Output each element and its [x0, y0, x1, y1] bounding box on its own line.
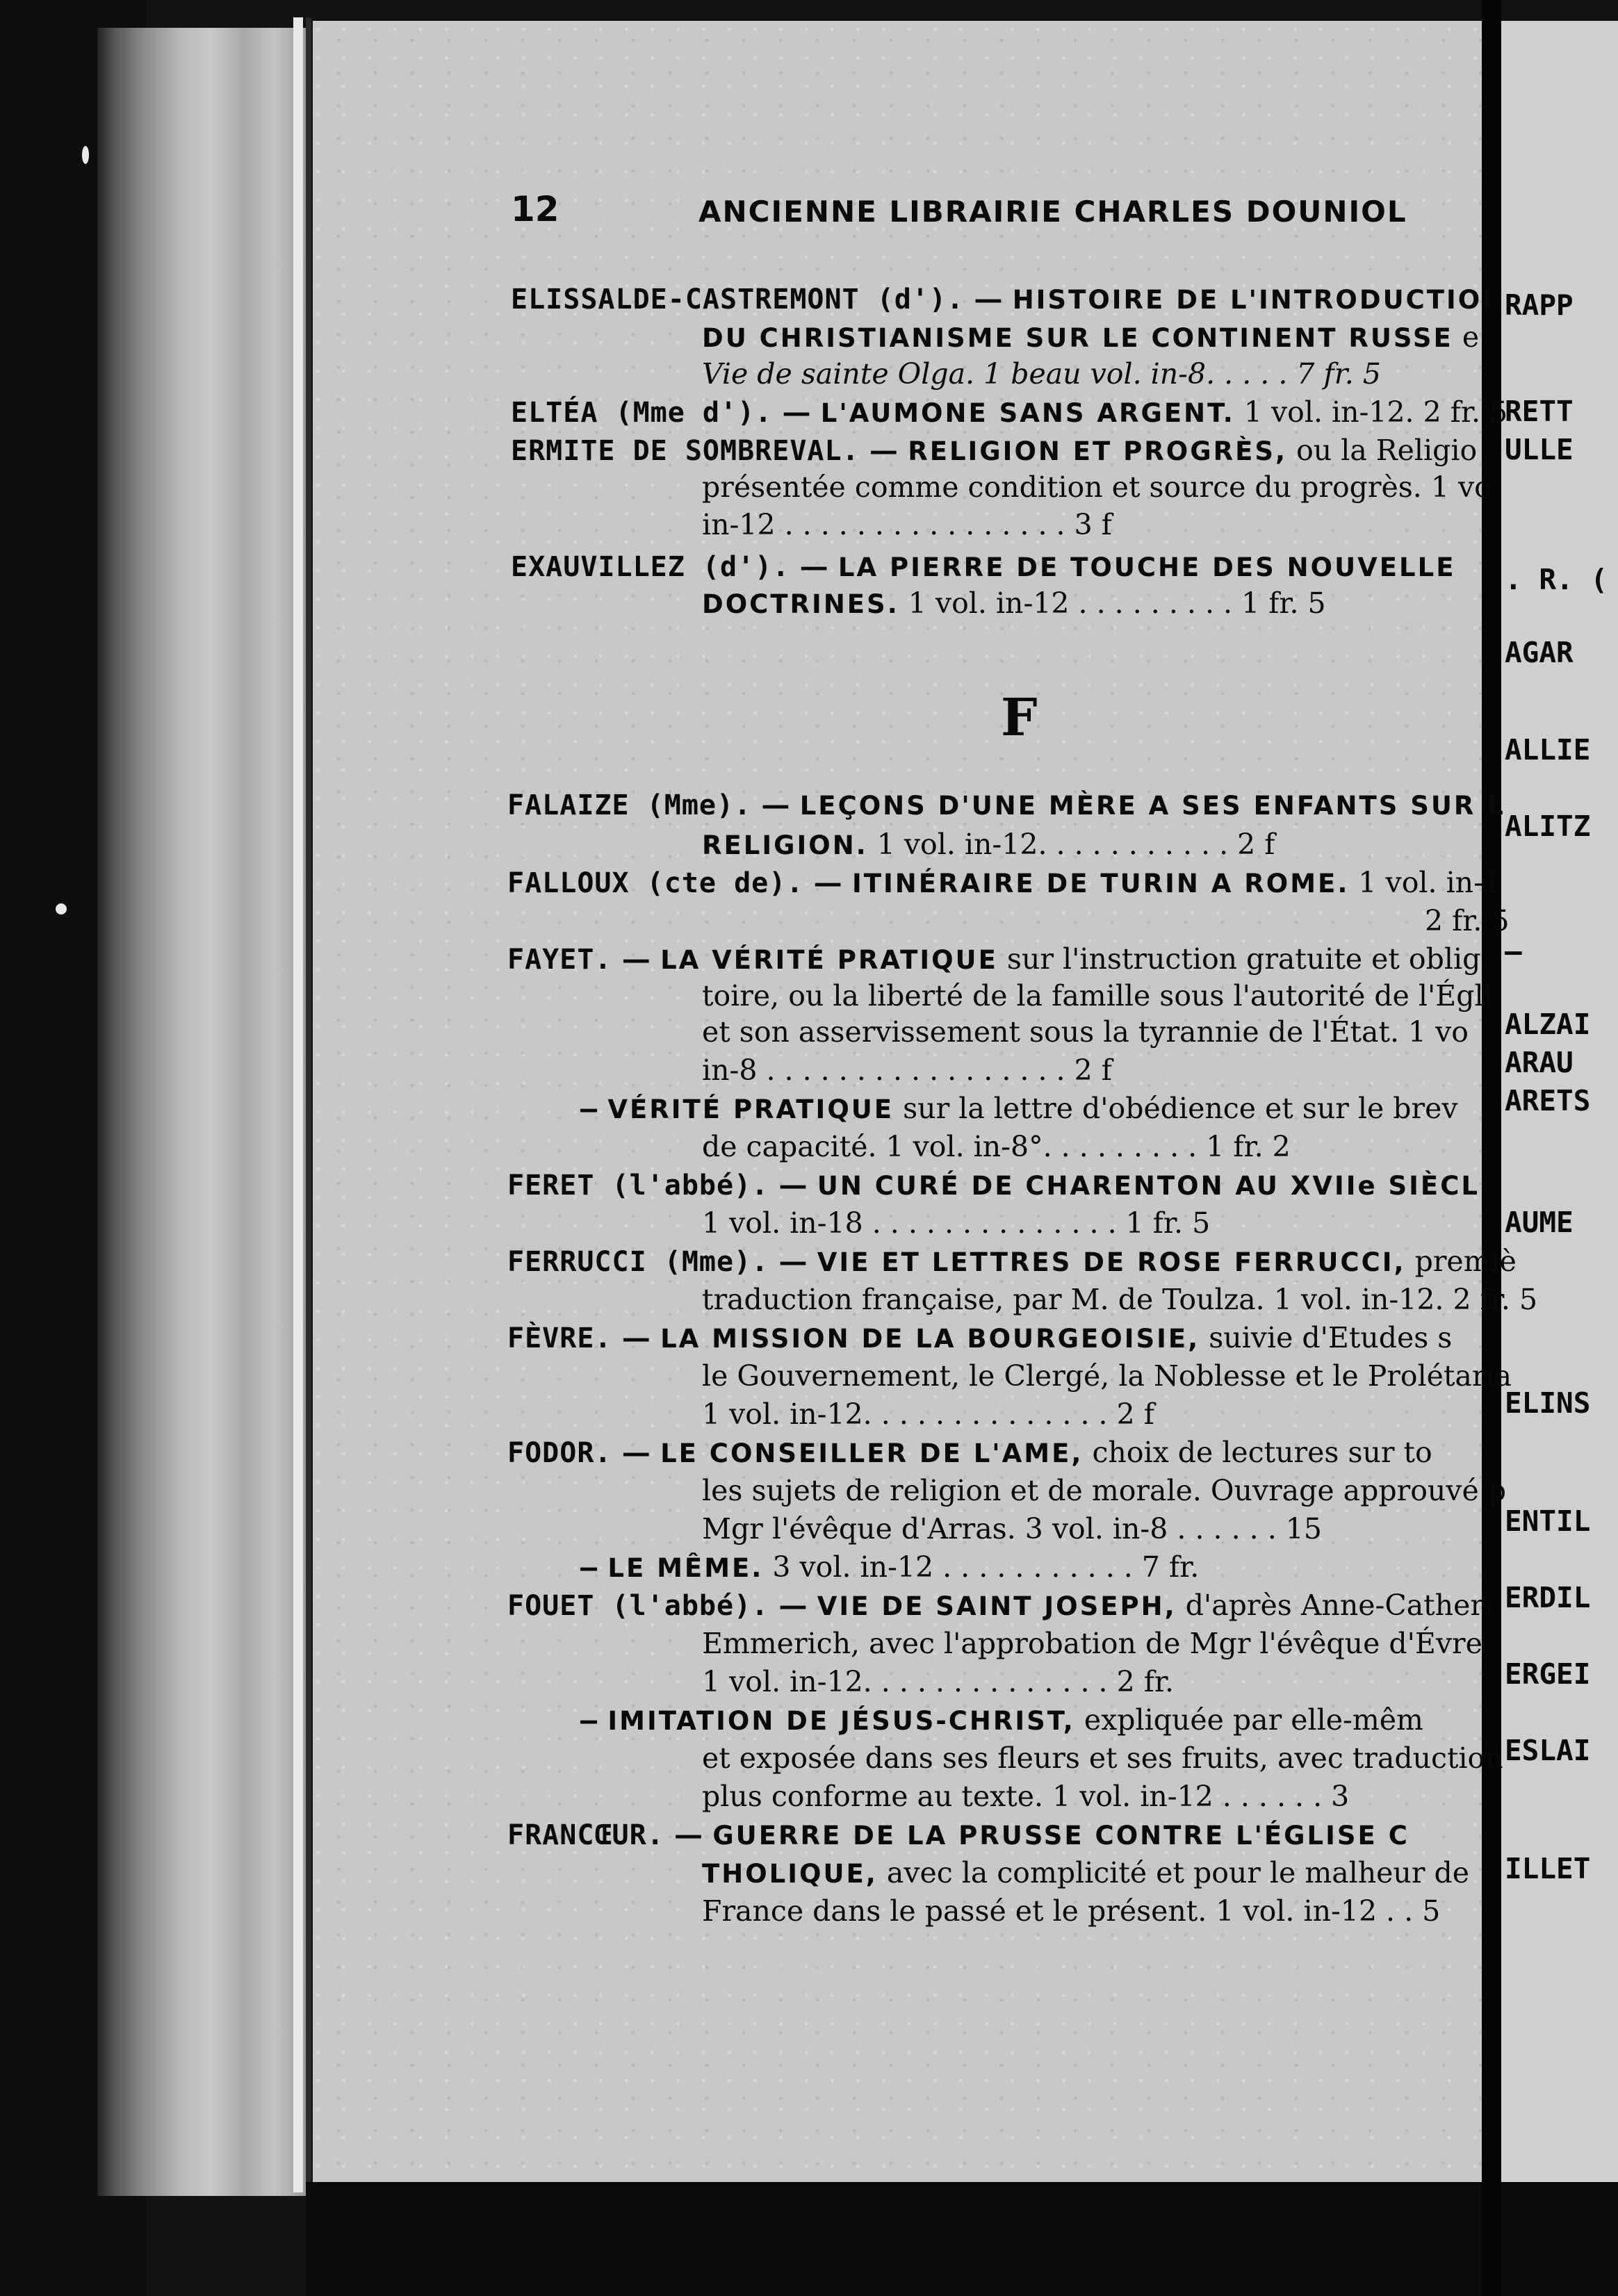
- catalogue-line: [702, 1894, 1440, 1928]
- page-fold: [1482, 0, 1501, 2296]
- catalogue-line: [702, 1359, 1512, 1393]
- line-sep: —: [612, 942, 661, 976]
- catalogue-line: [702, 356, 1381, 391]
- line-rest: ou la Religio: [1287, 434, 1478, 467]
- line-author: FALLOUX (cte de).: [507, 867, 804, 899]
- catalogue-line: [511, 281, 1494, 318]
- line-title: L'AUMONE SANS ARGENT.: [820, 398, 1235, 428]
- line-title: ITINÉRAIRE DE TURIN A ROME.: [851, 869, 1350, 899]
- margin-fragment: ARAU: [1505, 1046, 1574, 1079]
- line-sep: —: [769, 1589, 817, 1622]
- catalogue-line: [702, 1206, 1210, 1240]
- margin-fragment: . R. (: [1505, 563, 1608, 596]
- line-author: FÈVRE.: [507, 1322, 612, 1354]
- line-title: RELIGION.: [702, 830, 868, 860]
- paper-speck: [56, 903, 67, 915]
- catalogue-line: [702, 1015, 1469, 1049]
- line-rest: présentée comme condition et source du progrès. 1 vo: [702, 470, 1492, 504]
- line-title: HISTOIRE DE L'INTRODUCTIOI: [1012, 285, 1494, 315]
- margin-fragment: AGAR: [1505, 636, 1574, 669]
- line-title: VIE ET LETTRES DE ROSE FERRUCCI,: [817, 1247, 1406, 1277]
- margin-fragment: RETT: [1505, 395, 1574, 428]
- line-rest: 1 vol. in-12. 2 fr. 5: [1234, 395, 1508, 429]
- line-rest: Mgr l'évêque d'Arras. 3 vol. in-8 . . . . . . 15: [702, 1512, 1322, 1545]
- line-rest: 1 vol. in-12. . . . . . . . . . . 2 f: [867, 828, 1275, 861]
- line-sep: —: [790, 550, 838, 583]
- line-title: VÉRITÉ PRATIQUE: [607, 1094, 894, 1124]
- catalogue-line: [702, 1511, 1322, 1546]
- line-rest: France dans le passé et le présent. 1 vol. in-12 . . 5: [702, 1894, 1441, 1928]
- line-author: FERRUCCI (Mme).: [507, 1246, 769, 1278]
- line-rest: de capacité. 1 vol. in-8°. . . . . . . . . 1 fr. 2: [702, 1130, 1291, 1163]
- line-rest: 1 vol. in-12. . . . . . . . . . . . . . 2 fr.: [702, 1665, 1175, 1698]
- line-rest: 3 vol. in-12 . . . . . . . . . . . 7 fr.: [763, 1550, 1200, 1584]
- line-author: FALAIZE (Mme).: [507, 789, 752, 821]
- catalogue-line: [702, 827, 1275, 863]
- margin-fragment: ERDIL: [1505, 1581, 1591, 1614]
- margin-fragment: ALLIE: [1505, 733, 1591, 766]
- margin-fragment: RAPP: [1505, 288, 1574, 322]
- margin-fragment: AUME: [1505, 1206, 1574, 1239]
- margin-fragment: ARETS: [1505, 1084, 1591, 1117]
- line-author: ERMITE DE SOMBREVAL.: [511, 435, 860, 467]
- line-rest: premiè: [1405, 1245, 1517, 1278]
- line-title: RELIGION ET PROGRÈS,: [908, 436, 1288, 466]
- line-title: VIE DE SAINT JOSEPH,: [817, 1591, 1177, 1621]
- line-author: EXAUVILLEZ (d').: [511, 551, 790, 583]
- catalogue-line: [511, 549, 1455, 585]
- line-rest: plus conforme au texte. 1 vol. in-12 . . . . . . 3: [702, 1780, 1350, 1813]
- line-rest: le Gouvernement, le Clergé, la Noblesse et le Prolétaria: [702, 1359, 1512, 1393]
- line-author: FOUET (l'abbé).: [507, 1590, 769, 1622]
- line-author: ELISSALDE-CASTREMONT (d').: [511, 284, 965, 315]
- catalogue-line: [702, 1473, 1506, 1508]
- catalogue-line: [702, 1779, 1349, 1814]
- catalogue-line: [702, 507, 1112, 542]
- line-title: DOCTRINES.: [702, 589, 899, 619]
- line-sep: [598, 1092, 607, 1125]
- section-letter: F: [1001, 688, 1038, 748]
- margin-fragment: ELINS: [1505, 1386, 1591, 1420]
- margin-fragment: ERGEI: [1505, 1657, 1591, 1691]
- catalogue-line: [702, 1855, 1469, 1892]
- margin-fragment: ENTIL: [1505, 1504, 1591, 1538]
- catalogue-line: [507, 1167, 1480, 1204]
- line-author: ELTÉA (Mme d').: [511, 397, 773, 429]
- line-title: LA MISSION DE LA BOURGEOISIE,: [660, 1324, 1200, 1354]
- line-rest: in-8 . . . . . . . . . . . . . . . . . 2 f: [702, 1053, 1112, 1087]
- line-rest: expliquée par elle-mêm: [1074, 1703, 1423, 1737]
- line-author: FRANCŒUR.: [507, 1819, 664, 1851]
- line-sep: —: [859, 434, 908, 467]
- line-author: —: [580, 1705, 598, 1737]
- line-rest: in-12 . . . . . . . . . . . . . . . . 3 f: [702, 508, 1112, 541]
- catalogue-line: [702, 1741, 1503, 1776]
- catalogue-line: [507, 1320, 1452, 1356]
- line-rest: suivie d'Etudes s: [1200, 1321, 1453, 1354]
- line-rest: 2 fr. 5: [1425, 904, 1510, 937]
- line-rest: 1 vol. in-1: [1349, 866, 1502, 899]
- catalogue-line: [702, 1626, 1482, 1661]
- line-rest: sur la lettre d'obédience et sur le brev: [894, 1092, 1458, 1125]
- catalogue-line: [507, 942, 1480, 978]
- line-title: THOLIQUE,: [702, 1859, 878, 1889]
- line-title: LA VÉRITÉ PRATIQUE: [660, 945, 998, 975]
- catalogue-line: [507, 787, 1505, 823]
- line-author: —: [580, 1552, 598, 1584]
- margin-fragment: ILLET: [1505, 1852, 1591, 1885]
- catalogue-line: [702, 1053, 1112, 1088]
- margin-fragment: ALZAI: [1505, 1008, 1591, 1041]
- catalogue-line: [702, 1282, 1537, 1317]
- catalogue-line: [507, 1435, 1432, 1471]
- line-rest: les sujets de religion et de morale. Ouvrage approuvé p: [702, 1474, 1506, 1507]
- line-sep: —: [769, 1168, 817, 1202]
- catalogue-line: [580, 1091, 1458, 1127]
- line-sep: —: [612, 1436, 661, 1469]
- line-author: FODOR.: [507, 1437, 612, 1469]
- catalogue-line: [511, 395, 1507, 431]
- line-title: LE MÊME.: [607, 1553, 764, 1583]
- line-sep: [598, 1550, 607, 1584]
- line-rest: 1 vol. in-12 . . . . . . . . . 1 fr. 5: [899, 587, 1326, 620]
- scan-border-bottom-right: [1501, 2182, 1618, 2296]
- line-title: DU CHRISTIANISME SUR LE CONTINENT RUSSE: [702, 323, 1453, 353]
- line-rest: et exposée dans ses fleurs et ses fruits, avec traduction: [702, 1741, 1503, 1775]
- line-title: GUERRE DE LA PRUSSE CONTRE L'ÉGLISE C: [712, 1821, 1409, 1851]
- catalogue-line: [702, 320, 1479, 356]
- line-title: UN CURÉ DE CHARENTON AU XVIIe SIÈCL: [817, 1171, 1480, 1201]
- line-rest: et son asservissement sous la tyrannie de l'État. 1 vo: [702, 1015, 1469, 1049]
- catalogue-line: [507, 1588, 1493, 1624]
- catalogue-line: [702, 586, 1326, 622]
- catalogue-line: [702, 1664, 1174, 1699]
- catalogue-line: [580, 1550, 1199, 1586]
- line-author: FAYET.: [507, 944, 612, 976]
- paper-speck: [82, 146, 89, 164]
- book-page-edges: [97, 28, 306, 2196]
- line-rest: d'après Anne-Catheri: [1176, 1589, 1494, 1622]
- margin-fragment: ALITZ: [1505, 810, 1591, 843]
- line-title: LE CONSEILLER DE L'AME,: [660, 1438, 1084, 1468]
- catalogue-line: [702, 1129, 1291, 1164]
- line-rest: e: [1453, 320, 1480, 354]
- catalogue-line: [702, 470, 1492, 505]
- line-title: IMITATION DE JÉSUS-CHRIST,: [607, 1706, 1075, 1736]
- page-number: 12: [511, 189, 559, 229]
- margin-fragment: ESLAI: [1505, 1734, 1591, 1767]
- line-sep: [598, 1703, 607, 1737]
- catalogue-line: [507, 1817, 1409, 1853]
- line-rest: traduction française, par M. de Toulza. 1 vol. in-12. 2 fr. 5: [702, 1283, 1538, 1316]
- running-title: ANCIENNE LIBRAIRIE CHARLES DOUNIOL: [698, 195, 1407, 229]
- line-sep: —: [769, 1245, 817, 1278]
- line-sep: —: [751, 788, 800, 821]
- catalogue-line: [507, 1244, 1517, 1280]
- line-sep: —: [664, 1818, 713, 1851]
- line-rest: toire, ou la liberté de la famille sous l'autorité de l'Égli: [702, 979, 1493, 1012]
- line-rest: choix de lectures sur to: [1083, 1436, 1432, 1469]
- line-title: LA PIERRE DE TOUCHE DES NOUVELLE: [837, 552, 1456, 582]
- line-rest: 1 vol. in-18 . . . . . . . . . . . . . . 1 fr. 5: [702, 1206, 1211, 1240]
- catalogue-line: [1425, 903, 1510, 938]
- line-sep: —: [772, 395, 821, 429]
- line-author: —: [580, 1093, 598, 1125]
- line-sep: —: [612, 1321, 661, 1354]
- catalogue-line: [702, 1397, 1154, 1432]
- gutter-shadow: [306, 17, 311, 2192]
- catalogue-line: [507, 865, 1501, 901]
- line-rest: avec la complicité et pour le malheur de: [877, 1856, 1469, 1889]
- line-rest: Emmerich, avec l'approbation de Mgr l'évêque d'Évre: [702, 1627, 1482, 1660]
- scan-border-bottom: [306, 2182, 1487, 2296]
- line-rest: Vie de sainte Olga. 1 beau vol. in-8. . . . . 7 fr. 5: [702, 357, 1381, 391]
- line-rest: 1 vol. in-12. . . . . . . . . . . . . . 2 f: [702, 1397, 1154, 1431]
- gutter-highlight: [293, 17, 303, 2192]
- line-sep: —: [964, 282, 1013, 315]
- line-sep: —: [803, 866, 852, 899]
- line-rest: sur l'instruction gratuite et oblig: [997, 942, 1481, 976]
- catalogue-line: [702, 978, 1493, 1013]
- catalogue-line: [580, 1703, 1423, 1739]
- margin-fragment: —: [1505, 935, 1522, 968]
- line-author: FERET (l'abbé).: [507, 1170, 769, 1202]
- catalogue-line: [511, 433, 1477, 469]
- margin-fragment: ULLE: [1505, 433, 1574, 466]
- line-title: LEÇONS D'UNE MÈRE A SES ENFANTS SUR L: [799, 791, 1505, 821]
